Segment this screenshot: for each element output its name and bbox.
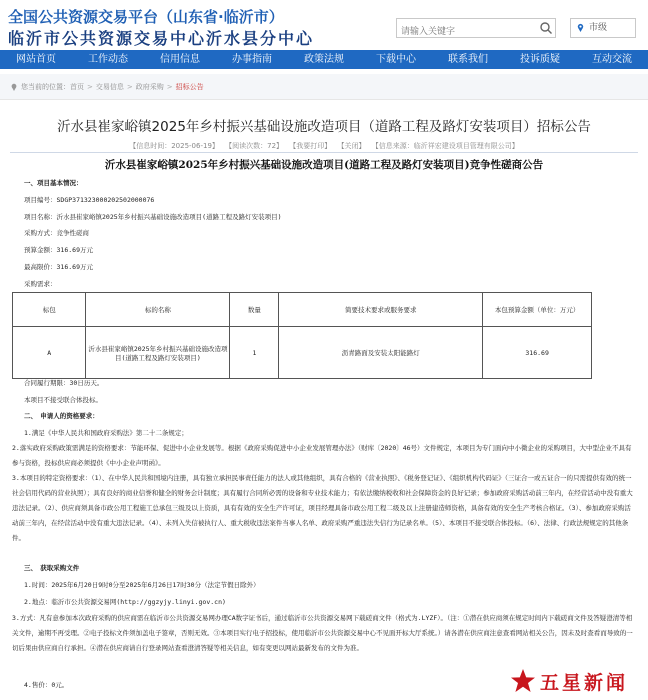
procurement-table bbox=[12, 292, 592, 379]
requirement-1: 1.满足《中华人民共和国政府采购法》第二十二条规定； bbox=[24, 429, 188, 437]
breadcrumb-separator: > bbox=[126, 83, 133, 91]
center-title[interactable]: 临沂市公共资源交易中心沂水县分中心 bbox=[8, 29, 315, 48]
watermark-text: 五星新闻 bbox=[540, 671, 629, 694]
meta-date: 【信息时间：2025-06-19】 bbox=[129, 142, 219, 150]
nav-item-policy[interactable]: 政策法规 bbox=[304, 54, 344, 65]
breadcrumb-home[interactable]: 首页 bbox=[70, 83, 84, 91]
cell-quantity: 1 bbox=[230, 327, 279, 379]
requirement-label: 采购需求： bbox=[24, 280, 57, 288]
nav-item-interaction[interactable]: 互动交流 bbox=[592, 54, 632, 65]
breadcrumb bbox=[10, 82, 204, 92]
page-title: 沂水县崔家峪镇2025年乡村振兴基础设施改造项目（道路工程及路灯安装项目）招标公告 bbox=[57, 119, 591, 135]
section-heading: 一、项目基本情况： bbox=[24, 179, 83, 187]
procurement-method: 采购方式：竞争性磋商 bbox=[24, 229, 89, 237]
col-item-name: 标的名称 bbox=[86, 293, 230, 327]
nav-item-work-news[interactable]: 工作动态 bbox=[88, 54, 128, 65]
cell-lot: A bbox=[13, 327, 86, 379]
red-star-icon bbox=[510, 668, 536, 694]
max-price: 最高限价：316.69万元 bbox=[24, 263, 93, 271]
contract-period: 合同履行期限：30日历天。 bbox=[24, 379, 104, 387]
price: 4.售价：0元。 bbox=[24, 681, 69, 689]
table-row bbox=[13, 327, 592, 379]
requirement-3: 3.本项目的特定资格要求：（1）、在中华人民共和国境内注册，具有独立承担民事责任能力的法人或其他组织，具有合格的《营业执照》、《税务登记证》、《组织机构代码证》（三证合一或五证合一的只需提供有效的统一社会信用代码的营业执照）；具有良好的商业信誉和健全的财务会计制度；具有履行合同所必需的设备和专业技术能力；有依法缴纳税收和社会保障资金的良好记录；参加政府采购活动前三年内，在经营活动中没有重大违法记录。（2）、供应商须具备市政公用工程施工总承包三级及以上资质，具有有效的安全生产许可证，项目经理具备市政公用工程二级及以上注册建造师资格，具备有效的安全生产考核合格证。（3）、参加政府采购活动前三年内，在经营活动中没有重大违法记录。（4）、未列入失信被执行人、重大税收违法案件当事人名单、政府采购严重违法失信行为记录名单。（5）、本项目不接受联合体投标。（6）、法律、行政法规规定的其他条件。 bbox=[12, 474, 633, 542]
col-lot: 标包 bbox=[13, 293, 86, 327]
location-icon bbox=[10, 83, 18, 91]
nav-item-complaint[interactable]: 投诉质疑 bbox=[520, 54, 560, 65]
budget-amount: 预算金额：316.69万元 bbox=[24, 246, 93, 254]
platform-title[interactable]: 全国公共资源交易平台（山东省·临沂市） bbox=[8, 8, 284, 26]
breadcrumb-trade[interactable]: 交易信息 bbox=[95, 83, 124, 91]
breadcrumb-separator: > bbox=[166, 83, 173, 91]
cell-requirements: 沥青路面及安装太阳能路灯 bbox=[279, 327, 483, 379]
project-name: 项目名称：沂水县崔家峪镇2025年乡村振兴基础设施改造项目(道路工程及路灯安装项目) bbox=[24, 213, 282, 221]
main-nav bbox=[0, 50, 648, 69]
search-input[interactable] bbox=[397, 23, 527, 41]
acquire-time: 1.时间：2025年6月20日9时0分至2025年6月26日17时30分（法定节假日除外） bbox=[24, 581, 260, 589]
breadcrumb-current[interactable]: 招标公告 bbox=[175, 83, 204, 91]
search-icon[interactable] bbox=[539, 21, 553, 35]
search-box[interactable] bbox=[396, 18, 556, 38]
breadcrumb-separator: > bbox=[87, 83, 93, 91]
nav-item-guide[interactable]: 办事指南 bbox=[232, 54, 272, 65]
title-divider bbox=[10, 152, 638, 153]
document-title: 沂水县崔家峪镇2025年乡村振兴基础设施改造项目(道路工程及路灯安装项目)竞争性磋商公告 bbox=[104, 159, 544, 171]
print-link[interactable]: 【我要打印】 bbox=[289, 142, 332, 150]
acquire-method: 3.方式：凡有意参加本次政府采购的供应商需在临沂市公共资源交易网办理CA数字证书后，通过临沂市公共资源交易网下载磋商文件（格式为.LYZF）。（注：①潜在供应商须在规定时间内下载磋商文件及答疑澄清等相关文件，逾期不再受理。②电子投标文件须加盖电子签章，否则无效。③本项目实行电子招投标，使用临沂市公共资源交易中心不见面开标大厅系统。）请各潜在供应商注意查看网站相关公告，因未及时查看而导致的一切后果由供应商自行承担。④潜在供应商请自行登录网站查看澄清答疑等相关信息，如有变更以网站最新发布的文件为准。 bbox=[12, 614, 633, 652]
breadcrumb-procurement[interactable]: 政府采购 bbox=[135, 83, 164, 91]
requirement-2: 2.落实政府采购政策需满足的资格要求：节能环保、促进中小企业发展等。根据《政府采购促进中小企业发展管理办法》（财库〔2020〕46号）文件规定，本项目为专门面向中小微企业的采购项目，大中型企业不具有参与资格，投标供应商必须提供《中小企业声明函》。 bbox=[12, 444, 632, 467]
nav-item-home[interactable]: 网站首页 bbox=[16, 54, 56, 65]
section-heading: 二、 申请人的资格要求： bbox=[24, 412, 99, 420]
col-requirements: 简要技术要求或服务要求 bbox=[279, 293, 483, 327]
section-heading: 三、 获取采购文件 bbox=[24, 564, 80, 572]
nav-item-download[interactable]: 下载中心 bbox=[376, 54, 416, 65]
breadcrumb-label: 您当前的位置： bbox=[21, 83, 70, 91]
col-quantity: 数量 bbox=[230, 293, 279, 327]
breadcrumb-bar bbox=[0, 74, 648, 100]
acquire-place: 2.地点：临沂市公共资源交易网(http://ggzyjy.linyi.gov.cn) bbox=[24, 598, 226, 606]
nav-item-credit[interactable]: 信用信息 bbox=[160, 54, 200, 65]
watermark bbox=[510, 666, 642, 696]
location-pin-icon bbox=[576, 23, 585, 32]
project-number: 项目编号：SDGP371323000202502000076 bbox=[24, 196, 155, 204]
col-budget: 本包预算金额（单位：万元） bbox=[483, 293, 592, 327]
site-header bbox=[0, 0, 648, 50]
table-header-row bbox=[13, 293, 592, 327]
meta-views: 【阅读次数：72】 bbox=[225, 142, 284, 150]
city-select[interactable] bbox=[570, 18, 636, 38]
city-select-label: 市级 bbox=[589, 23, 608, 33]
nav-item-contact[interactable]: 联系我们 bbox=[448, 54, 488, 65]
cell-item-name: 沂水县崔家峪镇2025年乡村振兴基础设施改造项目(道路工程及路灯安装项目) bbox=[86, 327, 230, 379]
meta-source: 【信息来源：临沂祥宏建设项目管理有限公司】 bbox=[371, 142, 519, 150]
article-meta bbox=[0, 141, 648, 151]
cell-budget: 316.69 bbox=[483, 327, 592, 379]
close-link[interactable]: 【关闭】 bbox=[337, 142, 366, 150]
no-consortium: 本项目不接受联合体投标。 bbox=[24, 396, 102, 404]
